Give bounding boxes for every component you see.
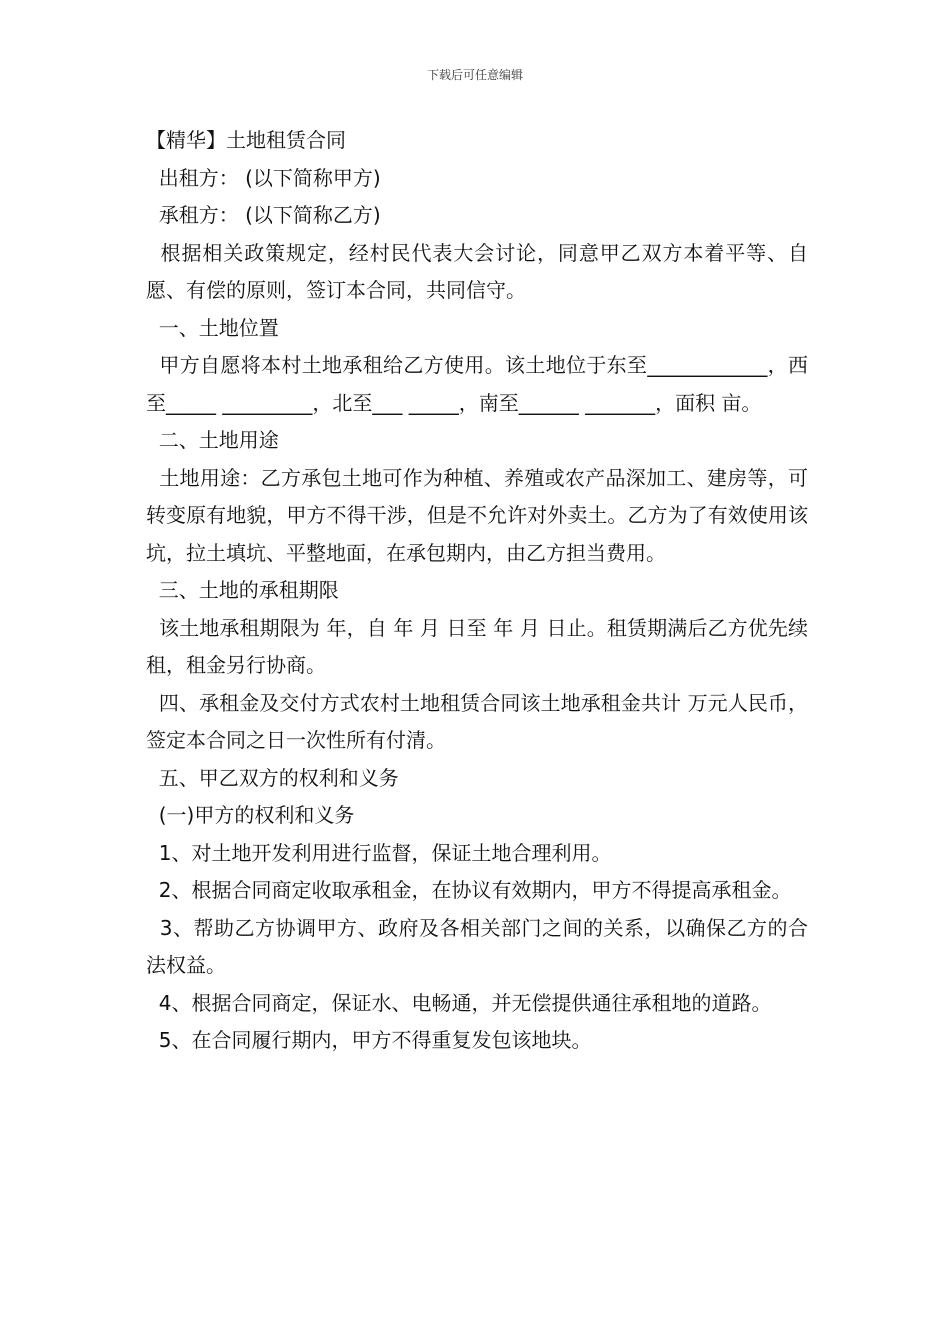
subsection-1-heading: (一)甲方的权利和义务 <box>146 803 355 827</box>
lessee-line: 承租方： (以下简称乙方) <box>146 203 381 227</box>
section-3-heading: 三、土地的承租期限 <box>146 578 339 602</box>
section-1-paragraph: 甲方自愿将本村土地承租给乙方使用。该土地位于东至____________，西至_____ _________，北至___ _____，南至______ _______，面积 亩。 <box>146 353 809 415</box>
preamble-paragraph: 根据相关政策规定，经村民代表大会讨论，同意甲乙双方本着平等、自愿、有偿的原则，签订本合同，共同信守。 <box>146 240 808 302</box>
section-5-heading: 五、甲乙双方的权利和义务 <box>146 765 399 790</box>
list-item: 2、根据合同商定收取承租金，在协议有效期内，甲方不得提高承租金。 <box>146 878 792 902</box>
lessor-line: 出租方： (以下简称甲方) <box>146 165 381 190</box>
list-item: 4、根据合同商定，保证水、电畅通，并无偿提供通往承租地的道路。 <box>146 990 772 1015</box>
page-header-note: 下载后可任意编辑 <box>426 68 523 82</box>
section-4-paragraph: 四、承租金及交付方式农村土地租赁合同该土地承租金共计 万元人民币，签定本合同之日一次性所有付清。 <box>146 690 808 752</box>
section-2-heading: 二、土地用途 <box>146 428 279 452</box>
list-item: 5、在合同履行期内，甲方不得重复发包该地块。 <box>146 1028 592 1052</box>
document-title: 【精华】土地租赁合同 <box>146 128 346 152</box>
document-body <box>146 122 808 1060</box>
section-1-heading: 一、土地位置 <box>146 315 279 340</box>
list-item: 1、对土地开发利用进行监督，保证土地合理利用。 <box>146 840 612 865</box>
section-3-paragraph: 该土地承租期限为 年，自 年 月 日至 年 月 日止。租赁期满后乙方优先续租，租金另行协商。 <box>146 615 808 677</box>
section-2-paragraph: 土地用途：乙方承包土地可作为种植、养殖或农产品深加工、建房等，可转变原有地貌，甲方不得干涉，但是不允许对外卖土。乙方为了有效使用该坑，拉土填坑、平整地面，在承包期内，由乙方担当费用。 <box>146 465 808 565</box>
list-item: 3、帮助乙方协调甲方、政府及各相关部门之间的关系，以确保乙方的合法权益。 <box>146 915 808 977</box>
